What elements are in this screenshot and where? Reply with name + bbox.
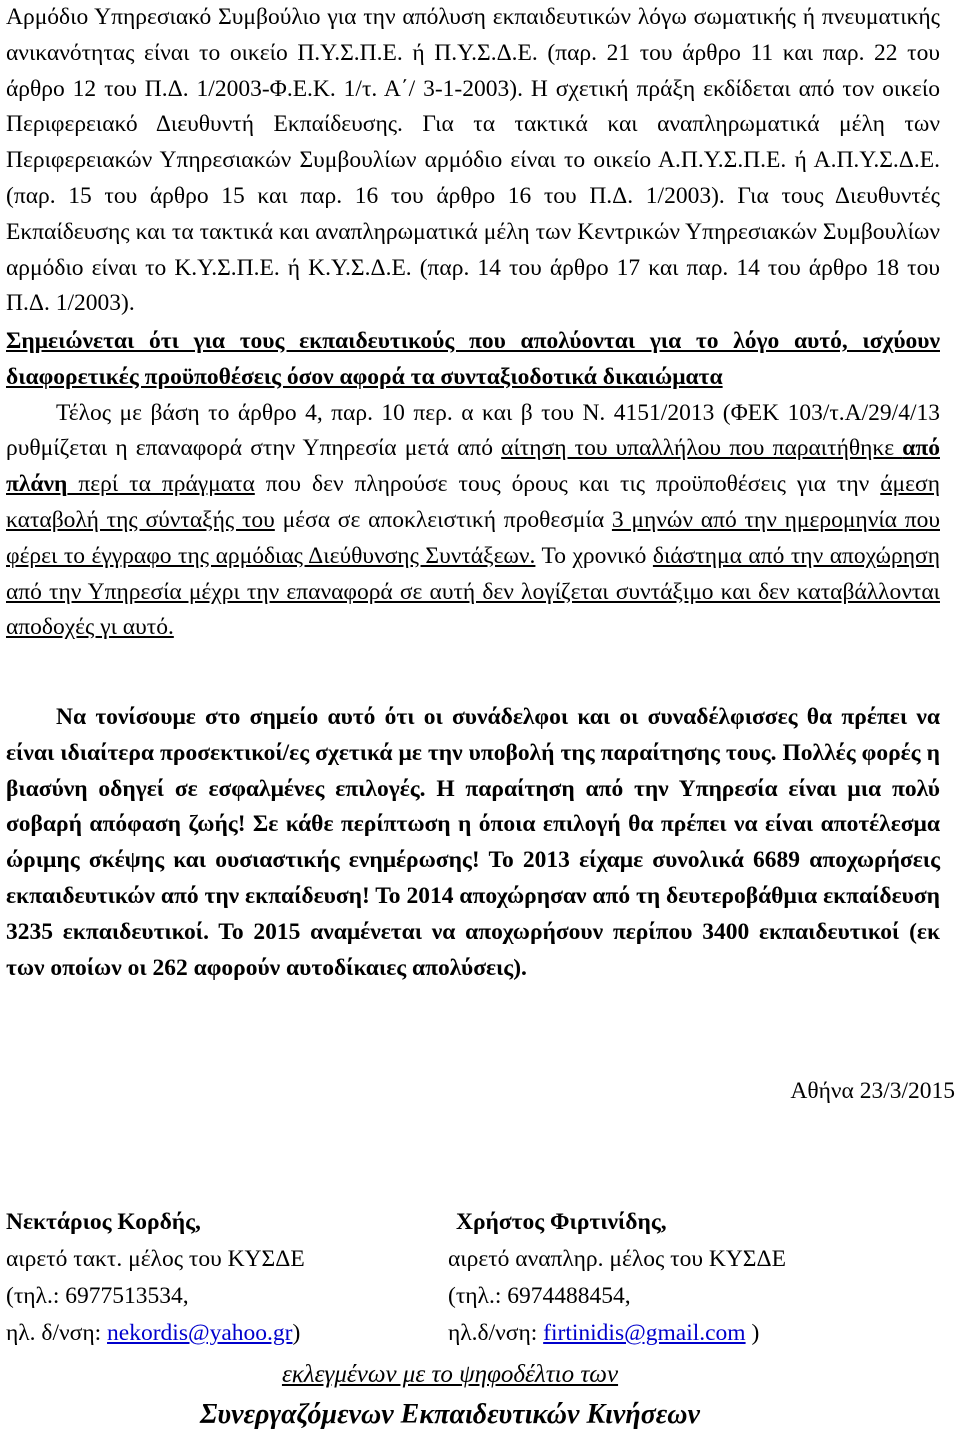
- paragraph-dismissal-councils: [6, 0, 940, 322]
- footer-line-1: εκλεγμένων με το ψηφοδέλτιο των: [281, 1361, 619, 1388]
- paragraph-text: Αρμόδιο Υπηρεσιακό Συμβούλιο για την απόλυση εκπαιδευτικών λόγω σωματικής ή πνευματικής ανικανότητας είναι το οικείο Π.Υ.Σ.Π.Ε. ή Π.Υ.Σ.Δ.Ε. (παρ. 21 του άρθρο 11 και παρ. 22 του άρθρο 12 του Π.Δ. 1/2003-Φ.Ε.Κ. 1/τ. Α΄/ 3-1-2003). Η σχετική πράξη εκδίδεται από τον οικείο Περιφερειακό Διευθυντή Εκπαίδευσης. Για τα τακτικά και αναπληρωματικά μέλη των Περιφερειακών Υπηρεσιακών Συμβουλίων αρμόδιο είναι το οικείο Α.Π.Υ.Σ.Π.Ε. ή Α.Π.Υ.Σ.Δ.Ε. (παρ. 15 του άρθρο 15 και παρ. 16 του άρθρο 16 του Π.Δ. 1/2003). Για τους Διευθυντές Εκπαίδευσης και τα τακτικά και αναπληρωματικά μέλη των Κεντρικών Υπηρεσιακών Συμβουλίων αρμόδιο είναι το Κ.Υ.Σ.Π.Ε. ή Κ.Υ.Σ.Δ.Ε. (παρ. 14 του άρθρο 17 και παρ. 14 του άρθρο 18 του Π.Δ. 1/2003).: [6, 4, 940, 317]
- email-suffix: ): [745, 1320, 760, 1346]
- signature-block-1: [6, 1204, 305, 1352]
- signatory-role: αιρετό αναπληρ. μέλος του ΚΥΣΔΕ: [448, 1246, 786, 1272]
- underlined-segment: αίτηση του υπαλλήλου που παραιτήθηκε: [501, 435, 903, 462]
- bold-underlined-segment: από πλάνη: [6, 435, 940, 498]
- signatory-phone: (τηλ.: 6974488454,: [448, 1283, 631, 1309]
- pension-rights-note: Σημειώνεται ότι για τους εκπαιδευτικούς που απολύονται για το λόγο αυτό, ισχύουν διαφορετικές προϋποθέσεις όσον αφορά τα συνταξιοδοτικά δικαιώματα: [6, 328, 940, 390]
- underlined-segment: άμεση καταβολή της σύνταξής του: [6, 471, 940, 533]
- email-link[interactable]: nekordis@yahoo.gr: [107, 1320, 293, 1346]
- text-segment: που δεν πληρούσε τους όρους και τις προϋποθέσεις για την: [254, 471, 881, 498]
- signatory-name: Χρήστος Φιρτινίδης,: [456, 1209, 667, 1235]
- footer-line-2: Συνεργαζόμενων Εκπαιδευτικών Κινήσεων: [200, 1399, 700, 1430]
- paragraph-warning: [6, 700, 940, 986]
- email-link[interactable]: firtinidis@gmail.com: [543, 1320, 746, 1346]
- text-segment: μέσα σε αποκλειστική προθεσμία: [274, 506, 612, 533]
- signatory-phone: (τηλ.: 6977513534,: [6, 1283, 189, 1309]
- underlined-segment: περί τα πράγματα: [67, 471, 255, 498]
- signatory-role: αιρετό τακτ. μέλος του ΚΥΣΔΕ: [6, 1246, 305, 1272]
- signatory-email-line: [6, 1315, 305, 1352]
- email-label: ηλ. δ/νση:: [6, 1320, 108, 1346]
- paragraph-reinstatement: [6, 324, 940, 646]
- underlined-segment: 3 μηνών από την ημερομηνία που φέρει το έγγραφο της αρμόδιας Διεύθυνσης Συντάξεων.: [6, 506, 940, 569]
- paragraph-text: Να τονίσουμε στο σημείο αυτό ότι οι συνάδελφοι και οι συναδέλφισσες θα πρέπει να είναι ιδιαίτερα προσεκτικοί/ες σχετικά με την υποβολή της παραίτησης τους. Πολλές φορές η βιασύνη οδηγεί σε εσφαλμένες επιλογές. Η παραίτηση από την Υπηρεσία είναι μια πολύ σοβαρή απόφαση ζωής! Σε κάθε περίπτωση η όποια επιλογή θα πρέπει να είναι αποτέλεσμα ώριμης σκέψης και ουσιαστικής ενημέρωσης! Το 2013 είχαμε συνολικά 6689 αποχωρήσεις εκπαιδευτικών από την εκπαίδευση! Το 2014 αποχώρησαν από τη δευτεροβάθμια εκπαίδευση 3235 εκπαιδευτικοί. Το 2015 αναμένεται να αποχωρήσουν περίπου 3400 εκπαιδευτικοί (εκ των οποίων οι 262 αφορούν αυτοδίκαιες απολύσεις).: [6, 704, 940, 981]
- text-segment: Τέλος με βάση το άρθρο 4, παρ. 10 περ. α και β του Ν. 4151/2013 (ΦΕΚ 103/τ.Α/29/4/13 ρυθμίζεται η επαναφορά στην Υπηρεσία μετά από: [6, 399, 940, 462]
- text-segment: Το χρονικό: [535, 542, 653, 569]
- email-suffix: ): [292, 1320, 301, 1346]
- signatory-name: Νεκτάριος Κορδής,: [6, 1209, 201, 1235]
- document-date: Αθήνα 23/3/2015: [790, 1078, 955, 1104]
- underlined-segment: διάστημα από την αποχώρηση από την Υπηρεσία μέχρι την επαναφορά σε αυτή δεν λογίζεται συντάξιμο και δεν καταβάλλονται αποδοχές γι αυτό.: [6, 542, 940, 641]
- signatory-email-line: [448, 1315, 786, 1352]
- email-label: ηλ.δ/νση:: [448, 1320, 544, 1346]
- signature-block-2: [448, 1204, 786, 1352]
